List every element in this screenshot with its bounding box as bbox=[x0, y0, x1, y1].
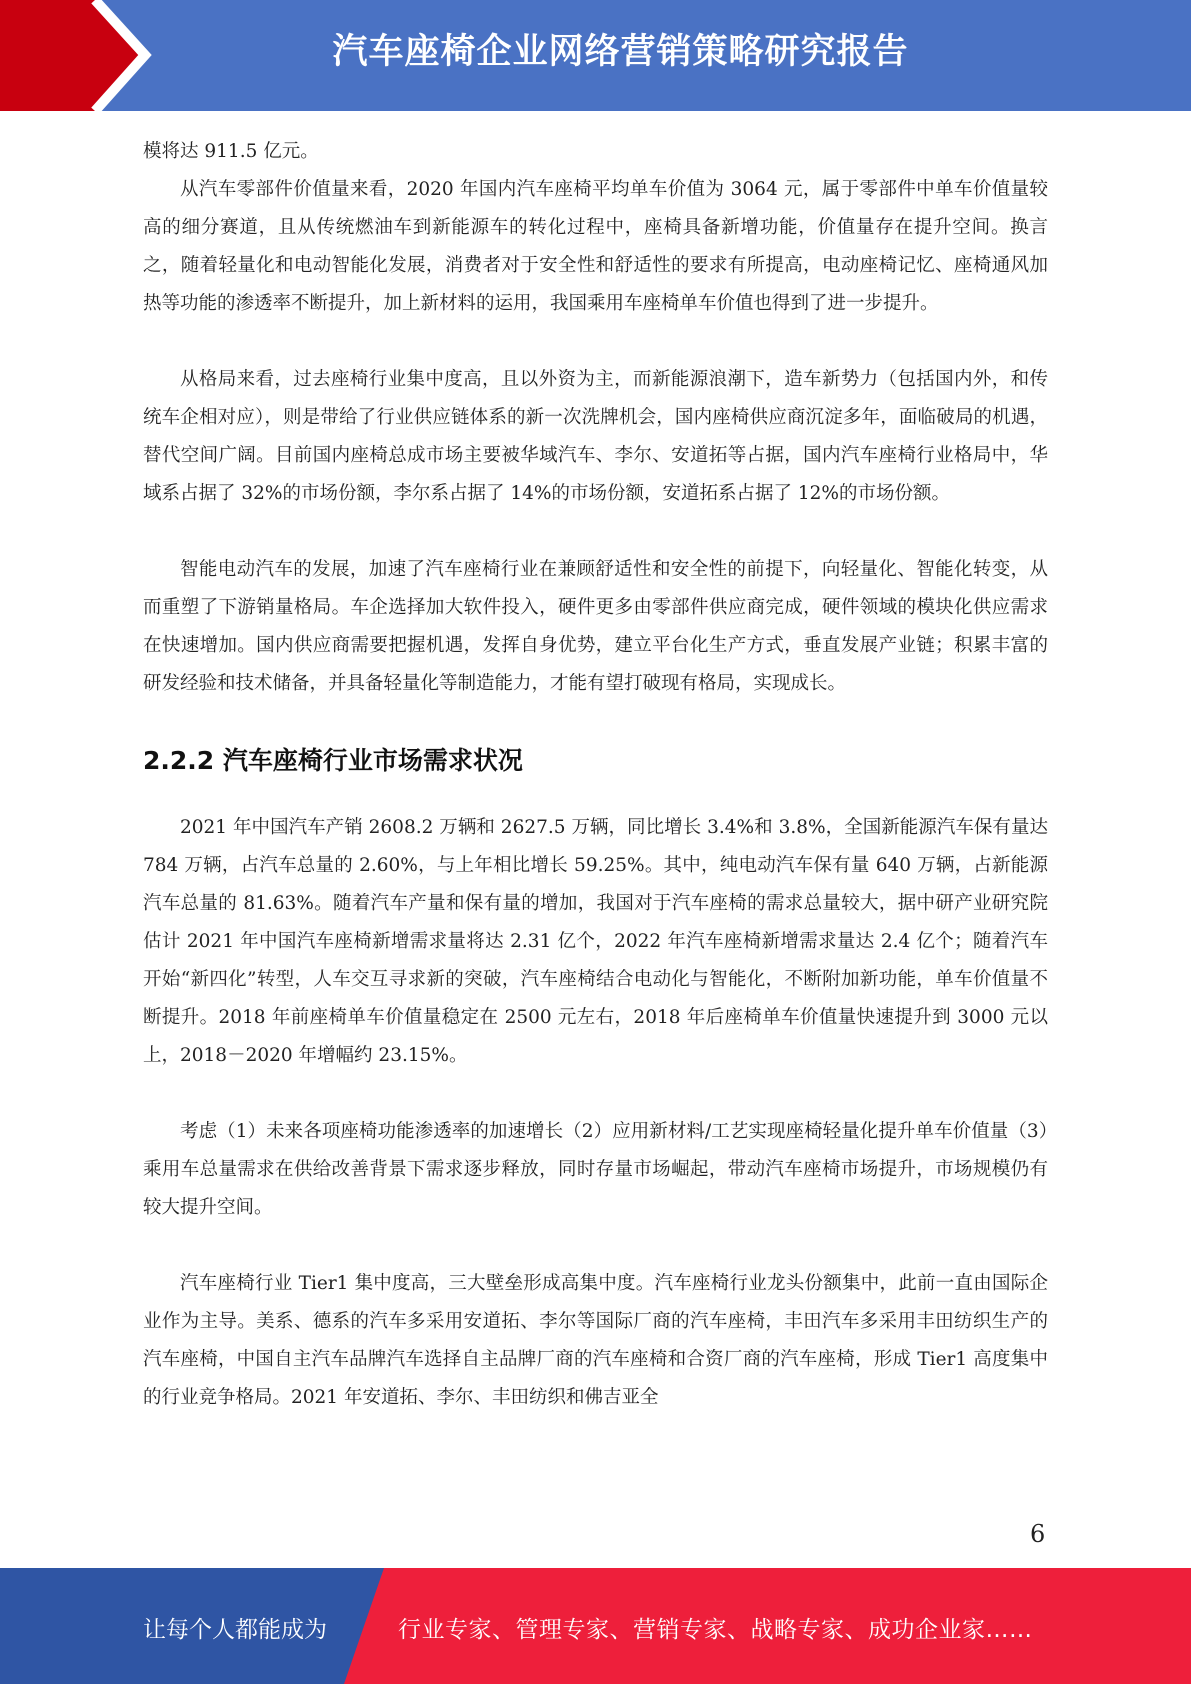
paragraph-intelligent-ev: 智能电动汽车的发展，加速了汽车座椅行业在兼顾舒适性和安全性的前提下，向轻量化、智能化转变，从而重塑了下游销量格局。车企选择加大软件投入，硬件更多由零部件供应商完成，硬件领域的模块化供应需求在快速增加。国内供应商需要把握机遇，发挥自身优势，建立平台化生产方式，垂直发展产业链；积累丰富的研发经验和技术储备，并具备轻量化等制造能力，才能有望打破现有格局，实现成长。 bbox=[143, 559, 1048, 694]
footer-banner bbox=[0, 1568, 1191, 1684]
page-number: 6 bbox=[1030, 1520, 1046, 1548]
paragraph-demand: 2021 年中国汽车产销 2608.2 万辆和 2627.5 万辆，同比增长 3.4%和 3.8%，全国新能源汽车保有量达 784 万辆，占汽车总量的 2.60%，与上年相比增长 59.25%。其中，纯电动汽车保有量 640 万辆，占新能源汽车总量的 81.63%。随着汽车产量和保有量的增加，我国对于汽车座椅的需求总量较大，据中研产业研究院估计 2021 年中国汽车座椅新增需求量将达 2.31 亿个，2022 年汽车座椅新增需求量达 2.4 亿个；随着汽车开始“新四化”转型，人车交互寻求新的突破，汽车座椅结合电动化与智能化，不断附加新功能，单车价值量不断提升。2018 年前座椅单车价值量稳定在 2500 元左右，2018 年后座椅单车价值量快速提升到 3000 元以上，2018－2020 年增幅约 23.15%。 bbox=[143, 817, 1048, 1066]
paragraph-tier1: 汽车座椅行业 Tier1 集中度高，三大壁垒形成高集中度。汽车座椅行业龙头份额集中，此前一直由国际企业作为主导。美系、德系的汽车多采用安道拓、李尔等国际厂商的汽车座椅，丰田汽车多采用丰田纺织生产的汽车座椅，中国自主汽车品牌汽车选择自主品牌厂商的汽车座椅和合资厂商的汽车座椅，形成 Tier1 高度集中的行业竞争格局。2021 年安道拓、李尔、丰田纺织和佛吉亚全 bbox=[143, 1273, 1048, 1408]
paragraph-continued: 模将达 911.5 亿元。 bbox=[143, 141, 319, 162]
document-title: 汽车座椅企业网络营销策略研究报告 bbox=[332, 32, 909, 72]
header-bar bbox=[0, 0, 1191, 111]
paragraph-landscape: 从格局来看，过去座椅行业集中度高，且以外资为主，而新能源浪潮下，造车新势力（包括国内外，和传统车企相对应），则是带给了行业供应链体系的新一次洗牌机会，国内座椅供应商沉淀多年，面临破局的机遇，替代空间广阔。目前国内座椅总成市场主要被华域汽车、李尔、安道拓等占据，国内汽车座椅行业格局中，华域系占据了 32%的市场份额，李尔系占据了 14%的市场份额，安道拓系占据了 12%的市场份额。 bbox=[143, 369, 1048, 504]
footer-slogan-right: 行业专家、管理专家、营销专家、战略专家、成功企业家…… bbox=[398, 1617, 1033, 1643]
section-heading: 2.2.2 汽车座椅行业市场需求状况 bbox=[143, 746, 523, 775]
paragraph-considerations: 考虑（1）未来各项座椅功能渗透率的加速增长（2）应用新材料/工艺实现座椅轻量化提升单车价值量（3）乘用车总量需求在供给改善背景下需求逐步释放，同时存量市场崛起，带动汽车座椅市场提升，市场规模仍有较大提升空间。 bbox=[143, 1121, 1048, 1218]
paragraph-value: 从汽车零部件价值量来看，2020 年国内汽车座椅平均单车价值为 3064 元，属于零部件中单车价值量较高的细分赛道，且从传统燃油车到新能源车的转化过程中，座椅具备新增功能，价值量存在提升空间。换言之，随着轻量化和电动智能化发展，消费者对于安全性和舒适性的要求有所提高，电动座椅记忆、座椅通风加热等功能的渗透率不断提升，加上新材料的运用，我国乘用车座椅单车价值也得到了进一步提升。 bbox=[143, 179, 1048, 314]
footer-slogan-left: 让每个人都能成为 bbox=[143, 1617, 327, 1643]
document-body bbox=[143, 133, 1048, 1417]
